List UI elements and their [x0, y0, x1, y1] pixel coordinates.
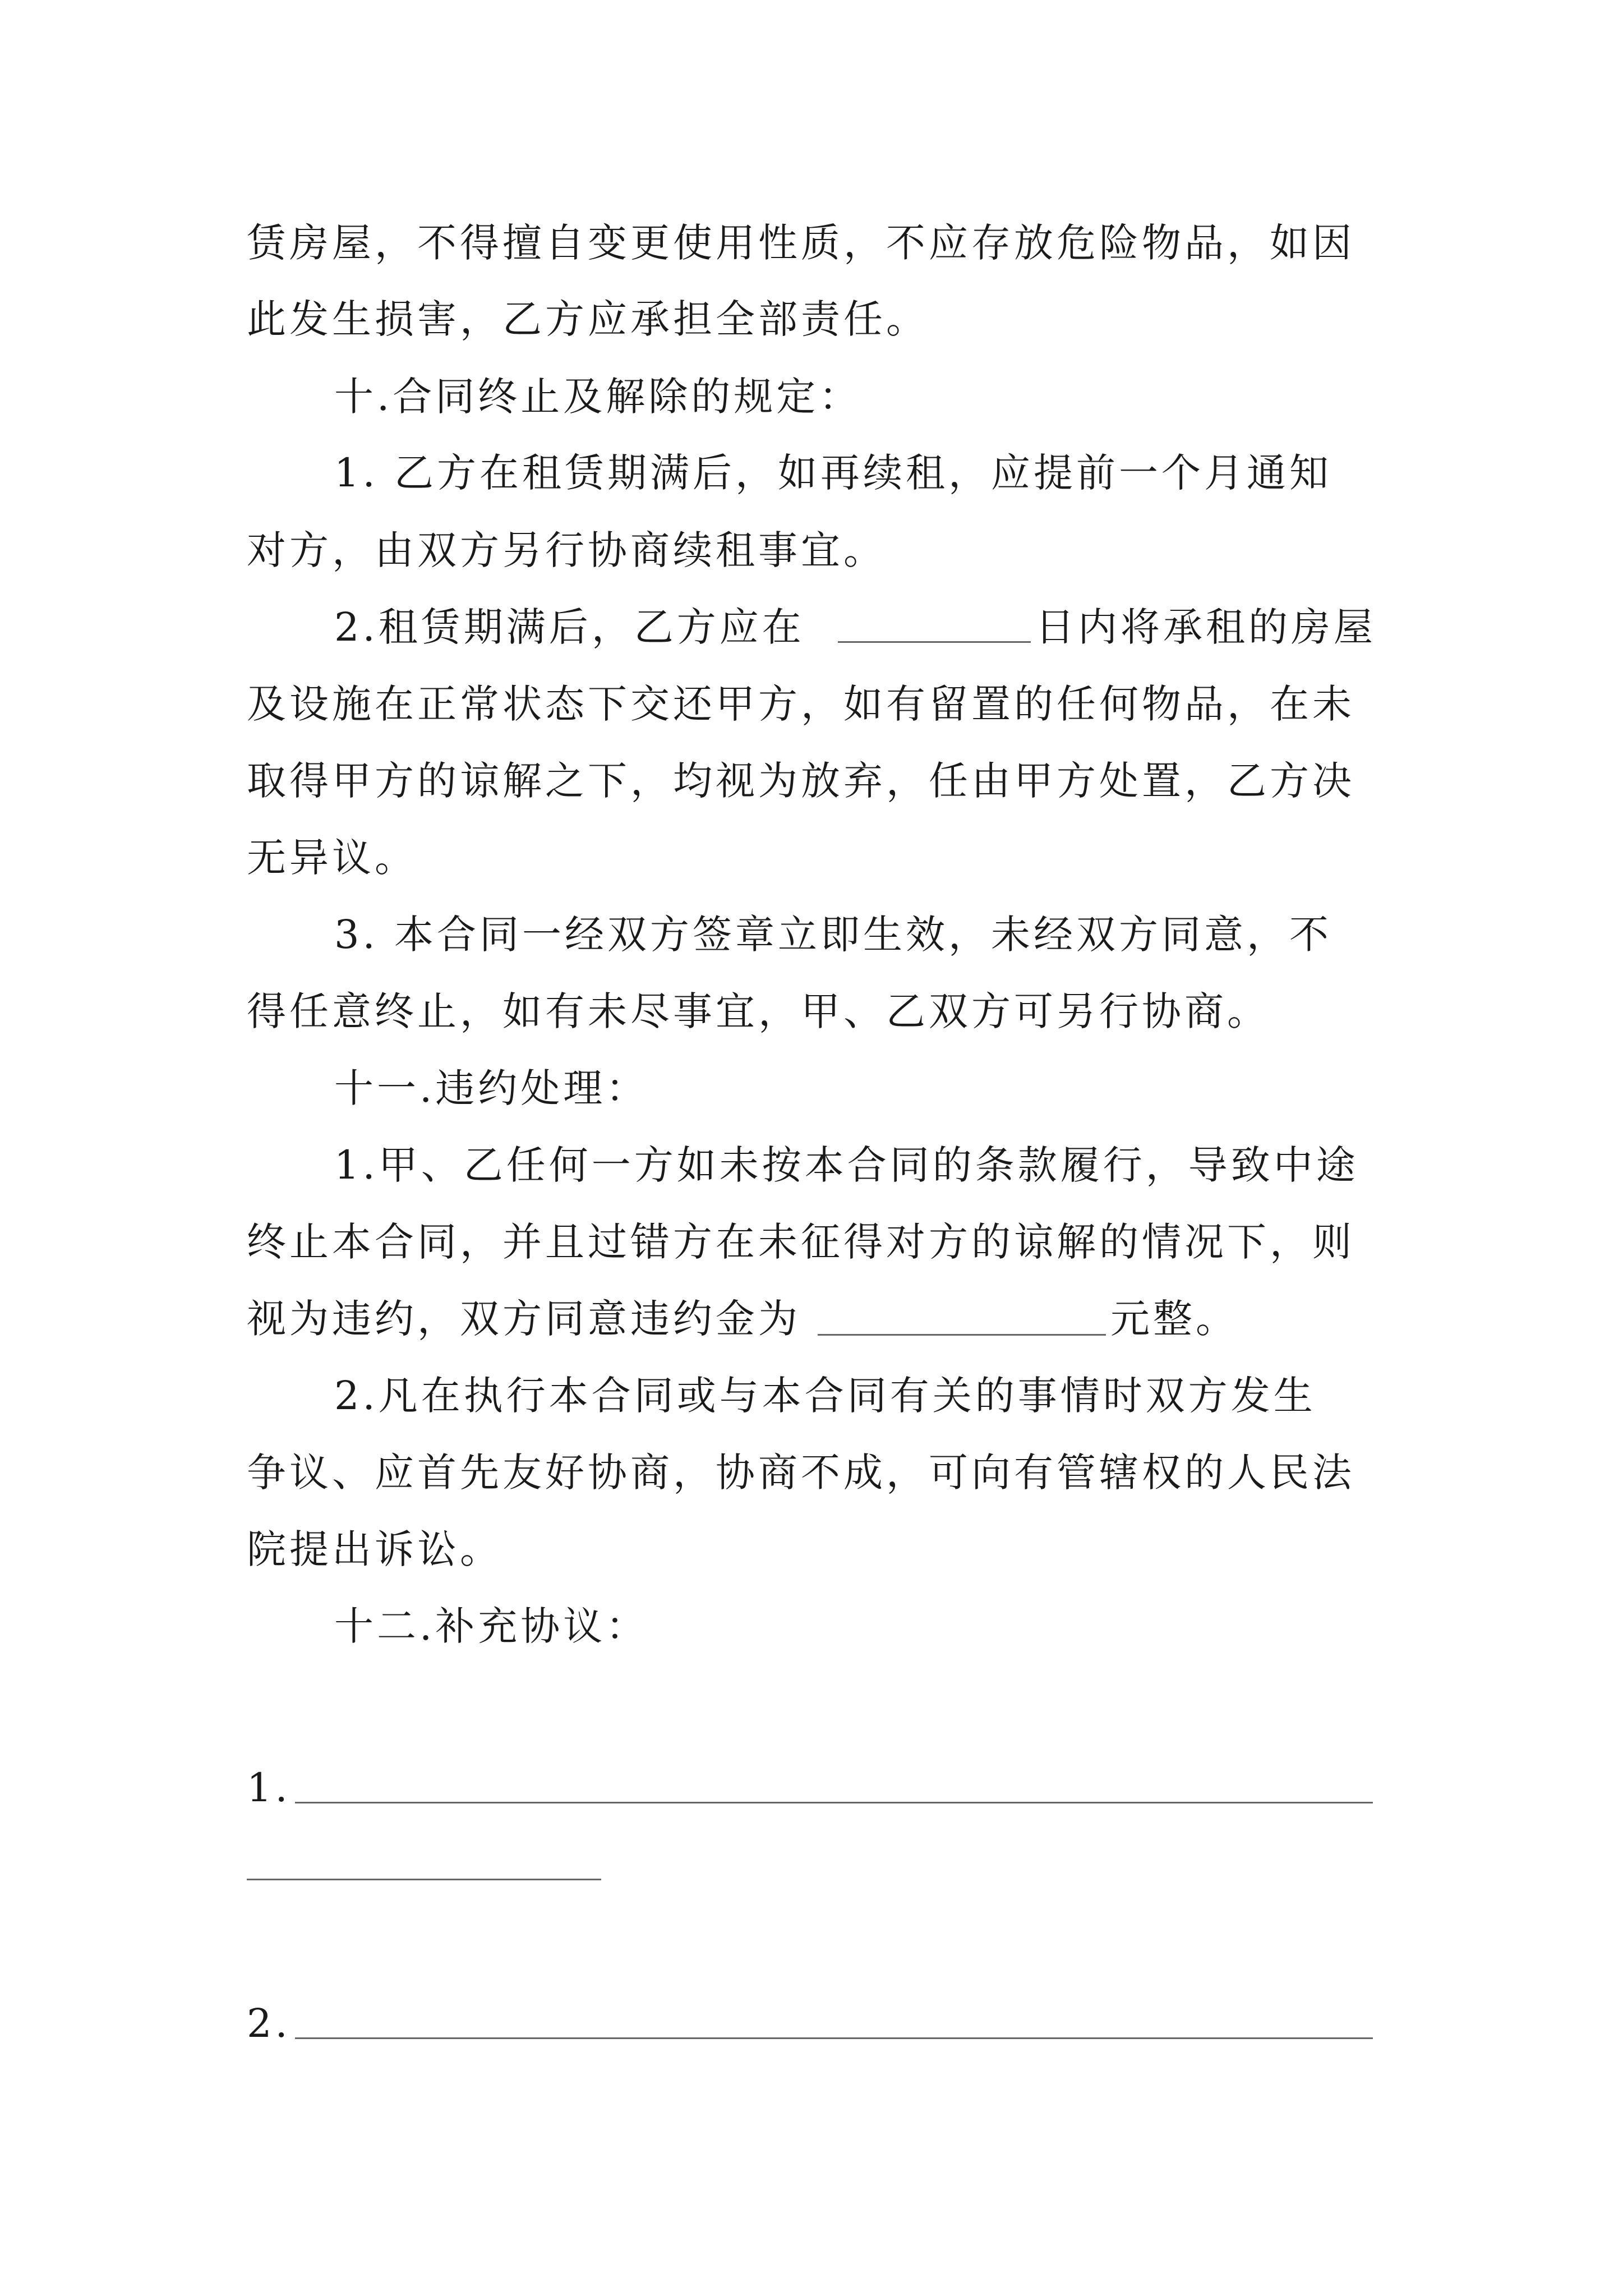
text-line: 2.凡在执行本合同或与本合同有关的事情时双方发生: [334, 1373, 1316, 1419]
text-line: 取得甲方的谅解之下，均视为放弃，任由甲方处置，乙方决: [247, 758, 1355, 804]
fill-in-blank-penalty[interactable]: [818, 1334, 1106, 1336]
text-line: 2.租赁期满后，乙方应在: [334, 604, 805, 650]
text-line: 争议、应首先友好协商，协商不成，可向有管辖权的人民法: [247, 1450, 1355, 1496]
text-line: 赁房屋，不得擅自变更使用性质，不应存放危险物品，如因: [247, 220, 1355, 266]
text-line: 对方，由双方另行协商续租事宜。: [247, 527, 886, 573]
item-number: 2.: [247, 2000, 291, 2046]
text-line: 院提出诉讼。: [247, 1526, 502, 1572]
text-line: 1. 乙方在租赁期满后，如再续租，应提前一个月通知: [334, 450, 1332, 496]
section-11-title: 十一.违约处理：: [334, 1065, 649, 1111]
fill-in-blank-days[interactable]: [838, 641, 1031, 643]
fill-in-line-2[interactable]: [295, 2037, 1373, 2039]
text-line: 1.甲、乙任何一方如未按本合同的条款履行，导致中途: [334, 1142, 1359, 1188]
text-line: 元整。: [1110, 1296, 1238, 1342]
text-line: 此发生损害，乙方应承担全部责任。: [247, 296, 929, 342]
section-10-title: 十.合同终止及解除的规定：: [334, 374, 862, 420]
text-line: 日内将承租的房屋: [1035, 604, 1376, 650]
text-line: 及设施在正常状态下交还甲方，如有留置的任何物品，在未: [247, 681, 1355, 727]
text-line: 无异议。: [247, 835, 417, 881]
fill-in-line-1a[interactable]: [295, 1802, 1373, 1803]
item-number: 1.: [247, 1765, 291, 1811]
text-line: 视为违约，双方同意违约金为: [247, 1296, 801, 1342]
text-line: 3. 本合同一经双方签章立即生效，未经双方同意，不: [334, 912, 1332, 958]
text-line: 得任意终止，如有未尽事宜，甲、乙双方可另行协商。: [247, 988, 1270, 1034]
fill-in-line-1b[interactable]: [247, 1879, 601, 1880]
text-line: 终止本合同，并且过错方在未征得对方的谅解的情况下，则: [247, 1219, 1355, 1265]
section-12-title: 十二.补充协议：: [334, 1603, 649, 1649]
